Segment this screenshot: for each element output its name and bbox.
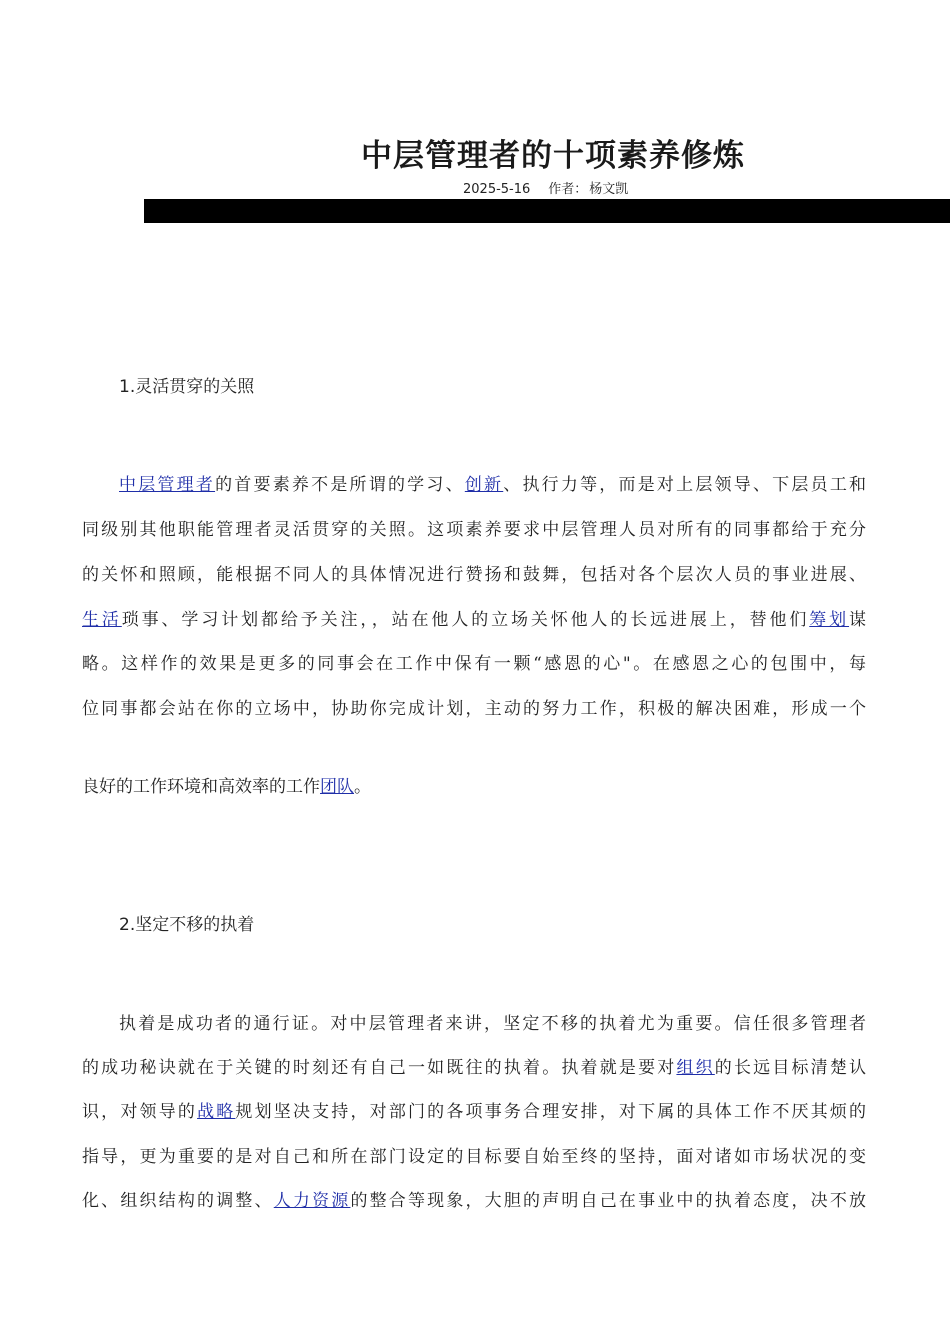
text-run: 琐事、学习计划都给予关注，，站在他人的立场关怀他人的长远进展上，替他们: [121, 610, 810, 630]
text-run: 良好的工作环境和高效率的工作: [82, 777, 320, 797]
text-run: 、执行力等，而是对上层领导、下层员工和: [503, 475, 867, 495]
link-shenghuo[interactable]: 生活: [82, 610, 122, 630]
text-run: 化、组织结构的调整、: [82, 1191, 274, 1211]
paragraph-line: [119, 473, 866, 497]
paragraph-line: 略。这样作的效果是更多的同事会在工作中保有一颗“感恩的心"。在感恩之心的包围中，每: [82, 654, 866, 674]
paragraph-line: 执着是成功者的通行证。对中层管理者来讲，坚定不移的执着尤为重要。信任很多管理者: [119, 1014, 866, 1034]
author-name: 杨文凯: [589, 182, 629, 197]
section-number: 1.: [119, 377, 136, 397]
link-chuangxin[interactable]: 创新: [464, 475, 504, 495]
text-run: 的成功秘诀就在于关键的时刻还有自己一如既往的执着。执着就是要对: [82, 1058, 677, 1078]
paragraph-line: 的关怀和照顾，能根据不同人的具体情况进行赞扬和鼓舞，包括对各个层次人员的事业进展、: [82, 565, 866, 585]
paragraph-line: [82, 1056, 866, 1080]
text-run: 。: [354, 777, 371, 797]
text-run: 识，对领导的: [82, 1102, 198, 1122]
paragraph-line: 指导，更为重要的是对自己和所在部门设定的目标要自始至终的坚持，面对诸如市场状况的变: [82, 1147, 866, 1167]
section-title: 坚定不移的执着: [135, 915, 255, 935]
paragraph-line: [82, 1100, 866, 1124]
document-title: 中层管理者的十项素养修炼: [361, 138, 745, 174]
header-divider-bar: [144, 199, 950, 223]
link-zhanlue[interactable]: 战略: [197, 1102, 236, 1122]
paragraph-line: [82, 1189, 866, 1213]
paragraph-line: [82, 608, 866, 632]
document-meta: [463, 178, 628, 197]
text-run: 的首要素养不是所谓的学习、: [215, 475, 465, 495]
section-heading-1: [119, 372, 254, 397]
publish-date: 2025-5-16: [463, 182, 531, 197]
paragraph-line: [82, 775, 866, 799]
text-run: 的长远目标清楚认: [714, 1058, 867, 1078]
author-label: 作者：: [548, 182, 588, 197]
section-title: 灵活贯穿的关照: [135, 377, 255, 397]
text-run: 规划坚决支持，对部门的各项事务合理安排，对下属的具体工作不厌其烦的: [235, 1102, 867, 1122]
paragraph-line: 同级别其他职能管理者灵活贯穿的关照。这项素养要求中层管理人员对所有的同事都给于充分: [82, 520, 866, 540]
link-tuandui[interactable]: 团队: [320, 777, 354, 797]
text-run: 的整合等现象，大胆的声明自己在事业中的执着态度，决不放: [350, 1191, 867, 1211]
section-heading-2: [119, 910, 254, 935]
paragraph-line: 位同事都会站在你的立场中，协助你完成计划，主动的努力工作，积极的解决困难，形成一个: [82, 699, 866, 719]
link-chouhua[interactable]: 筹划: [809, 610, 850, 630]
section-number: 2.: [119, 915, 136, 935]
link-zuzhi[interactable]: 组织: [676, 1058, 715, 1078]
link-zhongceng-guanlizhe[interactable]: 中层管理者: [119, 475, 216, 495]
link-renli-ziyuan[interactable]: 人力资源: [273, 1191, 351, 1211]
text-run: 谋: [849, 610, 867, 630]
